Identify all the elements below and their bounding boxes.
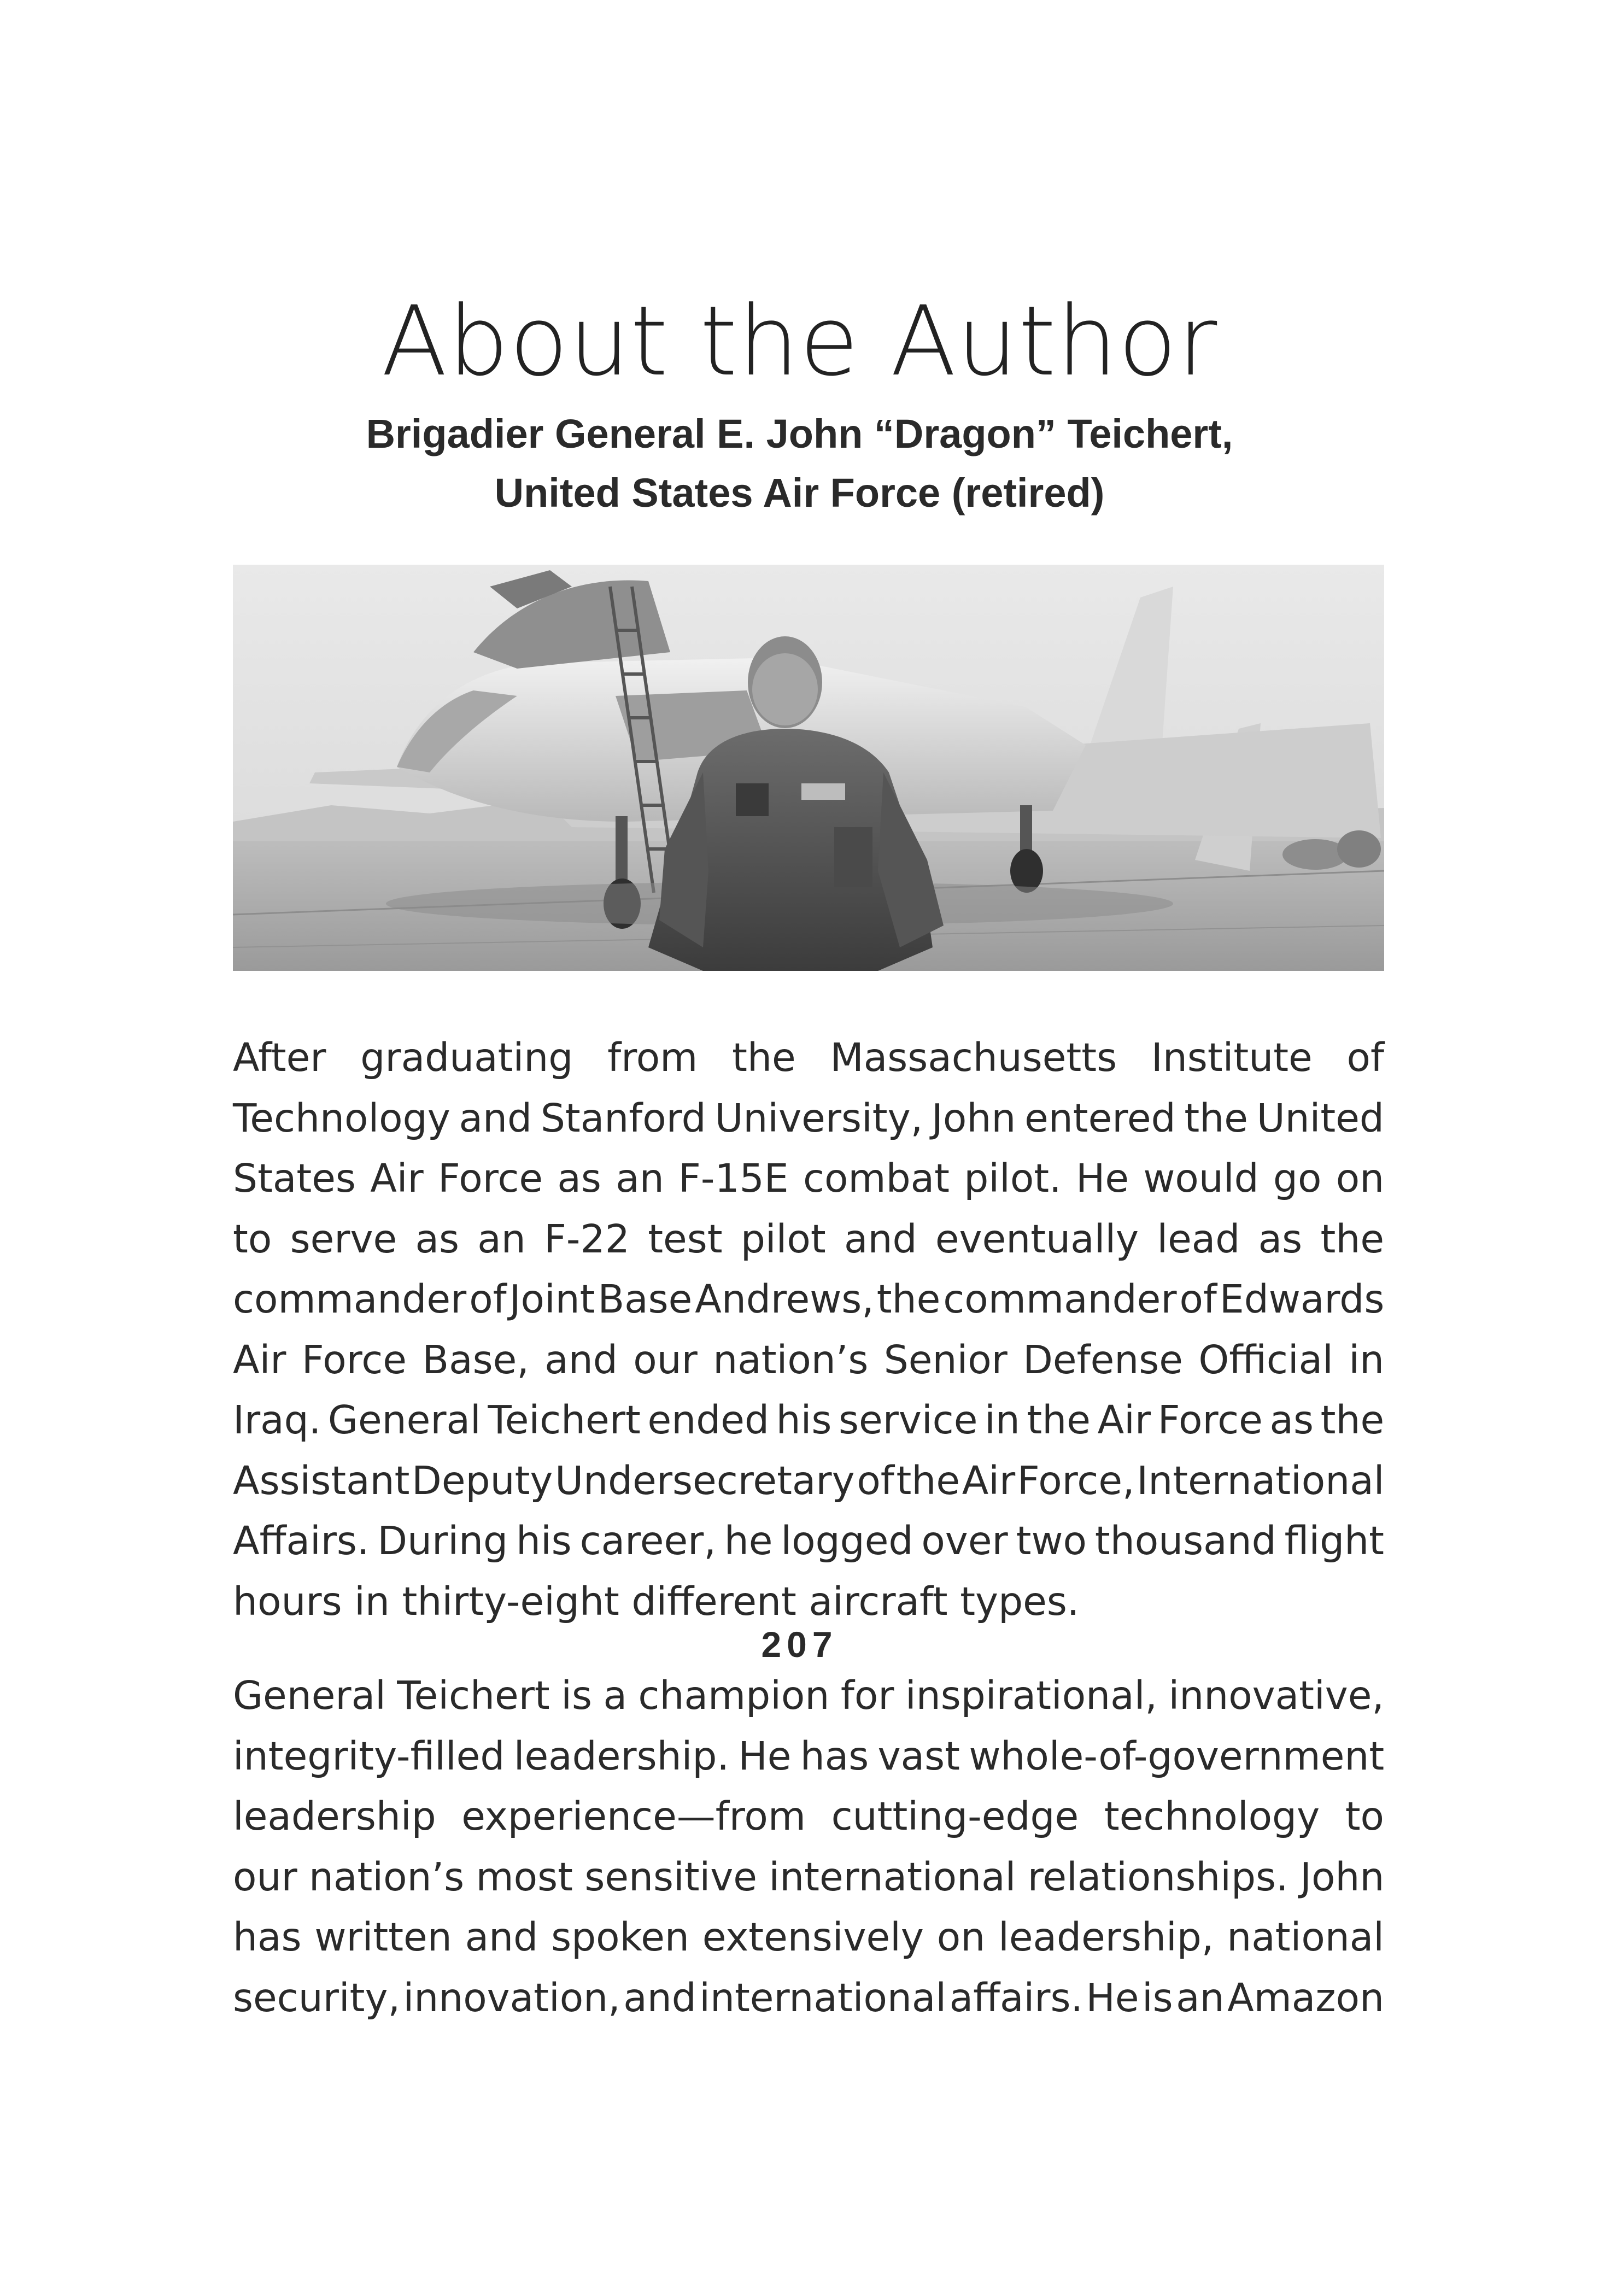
paragraph-2-line: has written and spoken extensively on leadership, national xyxy=(233,1914,1384,1960)
paragraph-1-line: Air Force Base, and our nation’s Senior Defense Official in xyxy=(233,1337,1384,1383)
paragraph-1-line: to serve as an F-22 test pilot and eventually lead as the xyxy=(233,1216,1384,1262)
paragraph-1-line: commander of Joint Base Andrews, the commander of Edwards xyxy=(233,1276,1385,1322)
author-photo-with-jet-icon xyxy=(233,565,1384,971)
author-photo xyxy=(233,565,1384,971)
paragraph-2-line: leadership experience—from cutting-edge technology to xyxy=(233,1794,1384,1839)
paragraph-1-line: hours in thirty-eight different aircraft types. xyxy=(233,1578,1080,1624)
paragraph-2-line: integrity-filled leadership. He has vast whole-of-government xyxy=(233,1733,1385,1779)
paragraph-2-line: General Teichert is a champion for inspirational, innovative, xyxy=(233,1673,1384,1718)
paragraph-2-line: security, innovation, and international affairs. He is an Amazon xyxy=(233,1975,1385,2020)
paragraph-1-line: States Air Force as an F-15E combat pilot. He would go on xyxy=(233,1156,1385,1201)
paragraph-1-line: Affairs. During his career, he logged over two thousand flight xyxy=(233,1518,1384,1563)
subtitle-line-2: United States Air Force (retired) xyxy=(494,470,1105,516)
paragraph-1-line: Iraq. General Teichert ended his service in the Air Force as the xyxy=(233,1397,1385,1443)
paragraph-1 xyxy=(233,1028,1384,1632)
paragraph-2 xyxy=(233,1666,1384,2028)
paragraph-1-line: Technology and Stanford University, John entered the United xyxy=(233,1095,1384,1141)
biography-text xyxy=(233,1028,1384,2062)
paragraph-1-line: Assistant Deputy Undersecretary of the Air Force, International xyxy=(233,1457,1385,1503)
page-title: About the Author xyxy=(381,285,1218,397)
subtitle-line-1: Brigadier General E. John “Dragon” Teichert, xyxy=(366,411,1233,456)
paragraph-2-line: our nation’s most sensitive international relationships. John xyxy=(233,1854,1385,1900)
author-name-subtitle xyxy=(0,405,1599,523)
paragraph-1-line: After graduating from the Massachusetts Institute of xyxy=(233,1035,1384,1080)
page-number: 207 xyxy=(761,1624,838,1665)
